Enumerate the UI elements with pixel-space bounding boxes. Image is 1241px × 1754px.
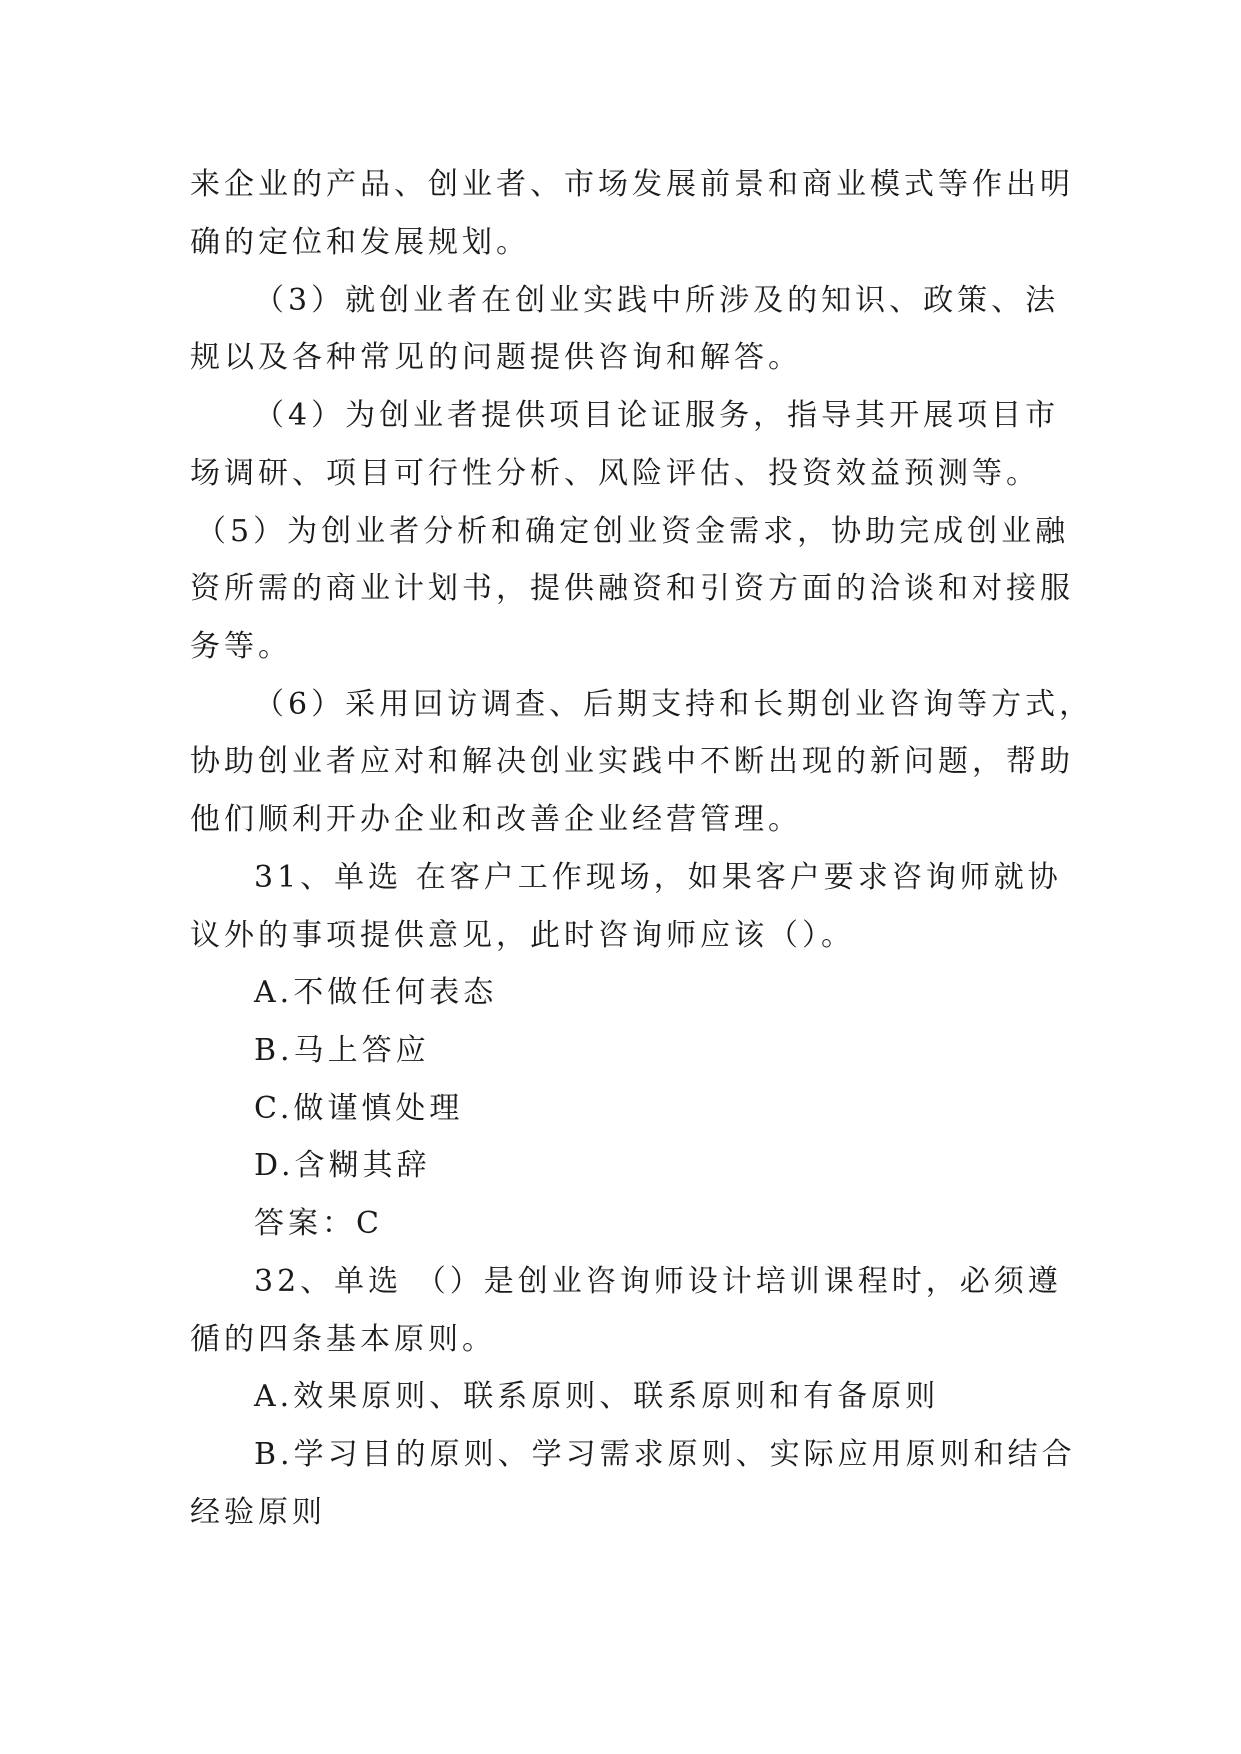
option-b: B.学习目的原则、学习需求原则、实际应用原则和结合 bbox=[254, 1437, 1076, 1472]
paragraph-line: 确的定位和发展规划。 bbox=[190, 225, 530, 260]
paragraph-line: 他们顺利开办企业和改善企业经营管理。 bbox=[190, 802, 802, 837]
paragraph-line: 务等。 bbox=[190, 629, 292, 664]
paragraph-line: （5）为创业者分析和确定创业资金需求，协助完成创业融 bbox=[196, 514, 1070, 549]
answer-line: 答案：C bbox=[254, 1206, 383, 1241]
paragraph-line: 资所需的商业计划书，提供融资和引资方面的洽谈和对接服 bbox=[190, 571, 1074, 606]
paragraph-line: （3）就创业者在创业实践中所涉及的知识、政策、法 bbox=[254, 283, 1060, 318]
paragraph-line: 来企业的产品、创业者、市场发展前景和商业模式等作出明 bbox=[190, 167, 1074, 202]
option-b: B.马上答应 bbox=[254, 1033, 430, 1068]
paragraph-line: 规以及各种常见的问题提供咨询和解答。 bbox=[190, 340, 802, 375]
paragraph-line: 场调研、项目可行性分析、风险评估、投资效益预测等。 bbox=[190, 456, 1040, 491]
question-stem-line: 循的四条基本原则。 bbox=[190, 1322, 496, 1357]
option-b-continuation: 经验原则 bbox=[190, 1495, 326, 1530]
option-c: C.做谨慎处理 bbox=[254, 1091, 464, 1126]
option-a: A.效果原则、联系原则、联系原则和有备原则 bbox=[254, 1379, 940, 1414]
paragraph-line: （4）为创业者提供项目论证服务，指导其开展项目市 bbox=[254, 398, 1060, 433]
paragraph-line: （6）采用回访调查、后期支持和长期创业咨询等方式， bbox=[254, 687, 1094, 722]
option-d: D.含糊其辞 bbox=[254, 1148, 431, 1183]
question-stem-line: 31、单选 在客户工作现场，如果客户要求咨询师就协 bbox=[254, 860, 1062, 895]
question-stem-line: 32、单选 （）是创业咨询师设计培训课程时，必须遵 bbox=[254, 1264, 1062, 1299]
option-a: A.不做任何表态 bbox=[254, 975, 498, 1010]
paragraph-line: 协助创业者应对和解决创业实践中不断出现的新问题，帮助 bbox=[190, 744, 1074, 779]
question-stem-line: 议外的事项提供意见，此时咨询师应该（）。 bbox=[190, 918, 855, 953]
